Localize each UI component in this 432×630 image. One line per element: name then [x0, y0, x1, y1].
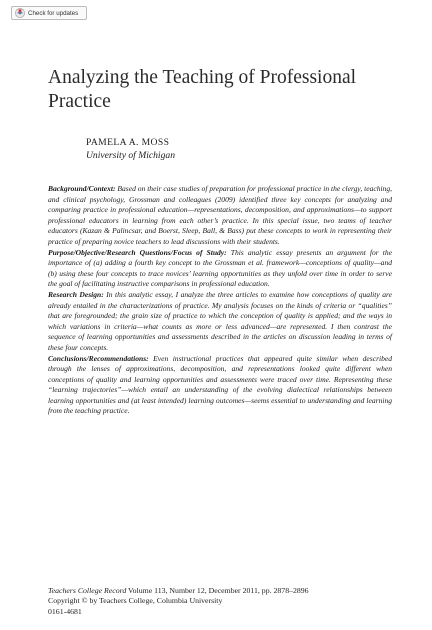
- citation-line: [48, 586, 309, 596]
- abstract-section-conclusions: [48, 354, 392, 418]
- abstract-section-research-design: [48, 290, 392, 354]
- article-title: Analyzing the Teaching of Professional Practice: [48, 67, 357, 112]
- crossmark-icon: [15, 8, 25, 18]
- citation-footer: [48, 586, 309, 617]
- author-affiliation: University of Michigan: [86, 150, 175, 161]
- section-heading: Conclusions/Recommendations:: [48, 353, 149, 363]
- check-for-updates-badge[interactable]: [11, 6, 87, 20]
- section-text: Even instructional practices that appeared quite similar when described through the lenses of approximations, decomposition, and representations looked quite different when conceptions of quality and learning opportunities and assessments were traced over time. Representing these “learning trajectories”—which entail an understanding of the evolving dialectical relationships between learning opportunities and (at least intended) learning outcomes—seems essential to understanding and learning from the teaching practice.: [48, 353, 392, 416]
- issn-line: 0161-4681: [48, 606, 82, 616]
- abstract-section-background: [48, 184, 392, 248]
- journal-name: Teachers College Record: [48, 586, 127, 595]
- section-text: Based on their case studies of preparation for professional practice in the clergy, teaching, and clinical psychology, Grossman and colleagues (2009) identified three key concepts for analyzing and comparing practice in professional education—representations, decomposition, and approximations—to support professional educators in learning from each other’s practice. In this special issue, two teams of teacher educators (Kazan & Palincsar, and Boerst, Sleep, Ball, & Bass) put these concepts to work in representing their practice of preparing novice teachers to lead discussions with their students.: [48, 184, 392, 246]
- section-heading: Purpose/Objective/Research Questions/Focus of Study:: [48, 247, 227, 257]
- volume-info: Volume 113, Number 12, December 2011, pp. 2878–2896: [126, 586, 309, 595]
- badge-label: Check for updates: [28, 9, 79, 17]
- section-heading: Research Design:: [48, 289, 104, 299]
- abstract: [48, 184, 392, 417]
- section-text: This analytic essay presents an argument for the importance of (a) adding a fourth key concept to the Grossman et al. framework—conceptions of quality—and (b) using these four concepts to trace novices’ learning opportunities as they unfold over time in order to serve the goal of facilitating instructive comparisons in professional education.: [48, 247, 392, 289]
- section-heading: Background/Context:: [48, 184, 116, 193]
- section-text: In this analytic essay, I analyze the three articles to examine how conceptions of quality are already entailed in the characterizations of practice. My analysis focuses on the kinds of criteria or “qualities” that are foregrounded; the grain size of practice to which the conception of quality is applied; and the ways in which variations in criteria—what counts as more or less advanced—are represented. I then contrast the sequence of learning opportunities and assessments described in the articles on discussion leading in terms of these four concepts.: [48, 289, 392, 352]
- abstract-section-purpose: [48, 248, 392, 290]
- author-block: [86, 136, 175, 162]
- copyright-line: Copyright © by Teachers College, Columbia University: [48, 596, 223, 606]
- author-name: PAMELA A. MOSS: [86, 137, 170, 148]
